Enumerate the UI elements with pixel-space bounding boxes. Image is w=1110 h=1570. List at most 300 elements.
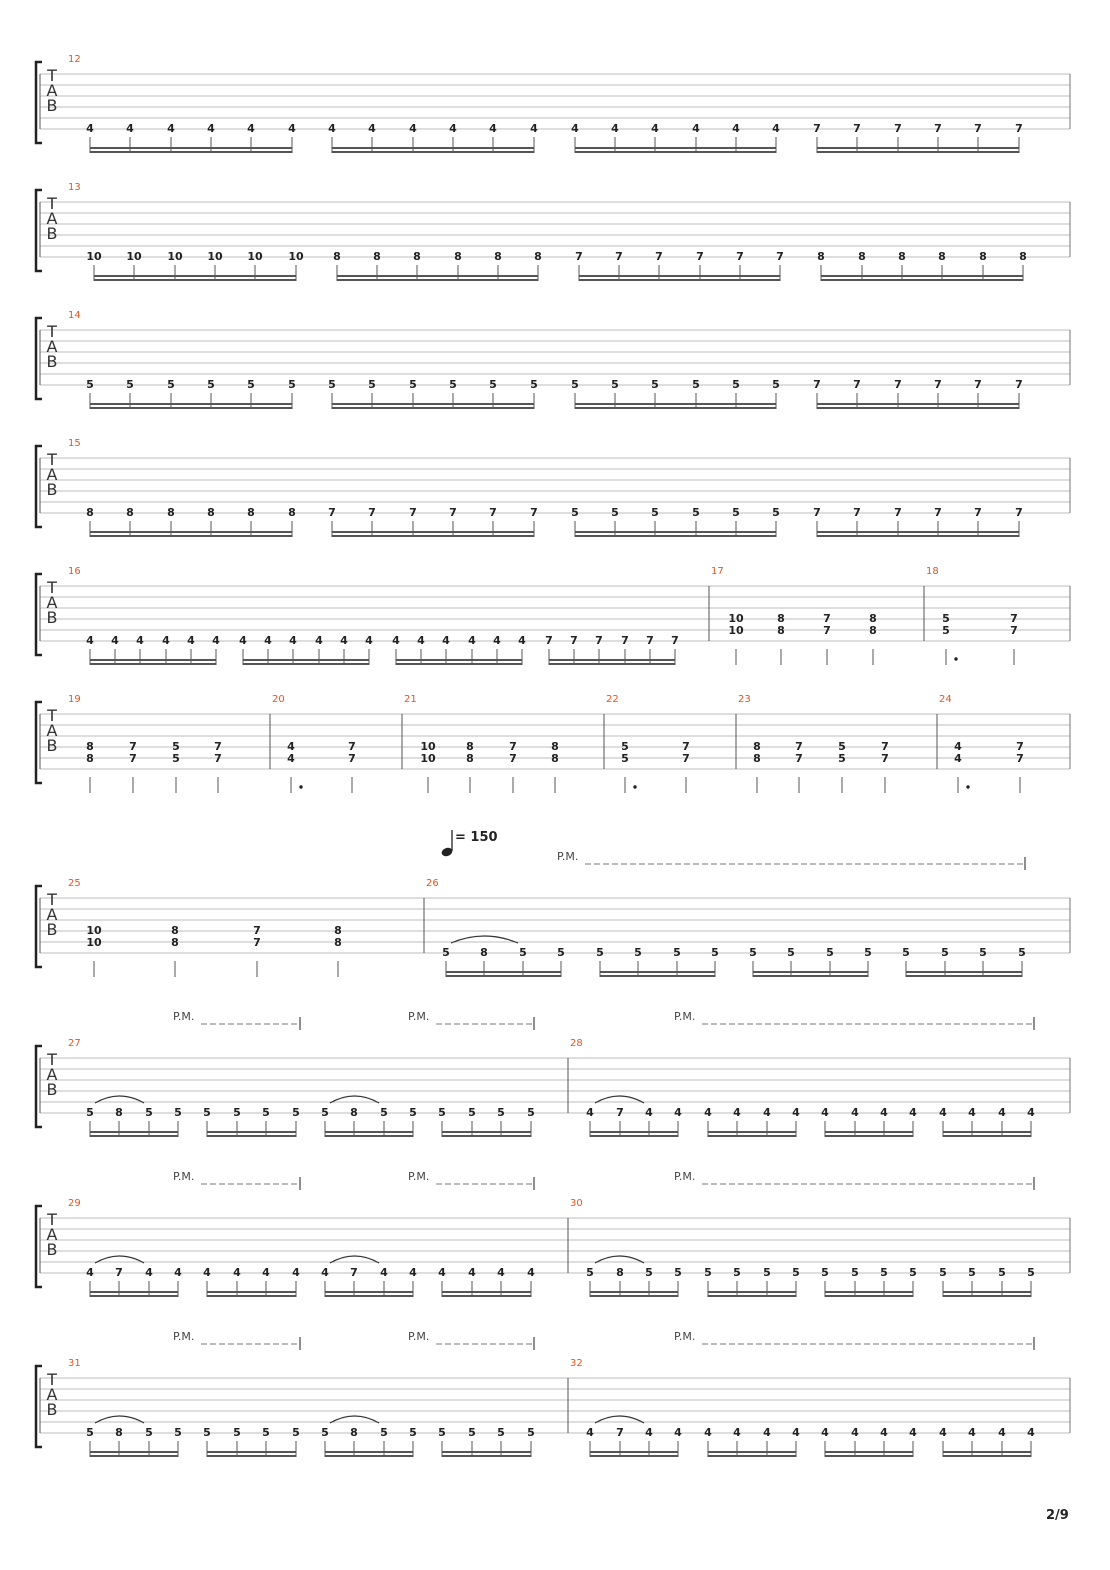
beam-line [90, 1135, 178, 1137]
palm-mute-label: P.M. [674, 1170, 696, 1183]
fret-number: 4 [288, 122, 296, 135]
beam-line [442, 1131, 531, 1133]
fret-number: 5 [942, 612, 950, 625]
fret-number: 8 [979, 250, 987, 263]
fret-number: 8 [247, 506, 255, 519]
beam-line [332, 151, 534, 153]
tab-clef-letter: A [46, 337, 58, 356]
rhythm-dot [299, 785, 302, 788]
fret-number: 7 [129, 752, 137, 765]
tab-clef-letter: B [46, 96, 58, 115]
fret-number: 4 [645, 1106, 653, 1119]
fret-number: 4 [1027, 1426, 1035, 1439]
fret-number: 5 [611, 506, 619, 519]
fret-number: 5 [203, 1426, 211, 1439]
measure-number: 29 [68, 1198, 81, 1209]
fret-number: 10 [420, 740, 436, 753]
fret-number: 4 [645, 1426, 653, 1439]
fret-number: 5 [772, 378, 780, 391]
fret-number: 5 [174, 1106, 182, 1119]
beam-line [207, 1451, 296, 1453]
tab-clef-letter: T [47, 890, 57, 909]
tab-clef-letter: A [46, 905, 58, 924]
beam-line [94, 279, 296, 281]
fret-number: 5 [557, 946, 565, 959]
fret-number: 7 [974, 506, 982, 519]
fret-number: 7 [894, 122, 902, 135]
fret-number: 10 [728, 612, 744, 625]
beam-line [943, 1455, 1031, 1457]
fret-number: 4 [527, 1266, 535, 1279]
fret-number: 8 [333, 250, 341, 263]
measure-number: 24 [939, 694, 952, 705]
fret-number: 4 [821, 1106, 829, 1119]
fret-number: 5 [86, 1106, 94, 1119]
fret-number: 5 [247, 378, 255, 391]
tab-clef-letter: A [46, 593, 58, 612]
beam-line [590, 1451, 678, 1453]
beam-line [817, 147, 1019, 149]
measure-number: 16 [68, 566, 81, 577]
fret-number: 7 [795, 740, 803, 753]
tab-clef-letter: T [47, 322, 57, 341]
fret-number: 4 [167, 122, 175, 135]
fret-number: 8 [373, 250, 381, 263]
fret-number: 5 [167, 378, 175, 391]
beam-line [549, 663, 675, 665]
fret-number: 4 [497, 1266, 505, 1279]
beam-line [442, 1295, 531, 1297]
fret-number: 7 [776, 250, 784, 263]
fret-number: 4 [417, 634, 425, 647]
fret-number: 8 [115, 1106, 123, 1119]
beam-line [207, 1455, 296, 1457]
fret-number: 5 [909, 1266, 917, 1279]
fret-number: 7 [881, 740, 889, 753]
tab-clef-letter: T [47, 450, 57, 469]
fret-number: 5 [880, 1266, 888, 1279]
fret-number: 8 [858, 250, 866, 263]
fret-number: 7 [214, 752, 222, 765]
fret-number: 10 [420, 752, 436, 765]
fret-number: 4 [86, 1266, 94, 1279]
fret-number: 7 [853, 122, 861, 135]
fret-number: 5 [328, 378, 336, 391]
palm-mute-label: P.M. [674, 1010, 696, 1023]
fret-number: 7 [328, 506, 336, 519]
fret-number: 4 [442, 634, 450, 647]
fret-number: 4 [821, 1426, 829, 1439]
beam-line [90, 1455, 178, 1457]
fret-number: 4 [586, 1426, 594, 1439]
fret-number: 5 [409, 1106, 417, 1119]
fret-number: 10 [167, 250, 183, 263]
fret-number: 5 [380, 1106, 388, 1119]
fret-number: 5 [497, 1106, 505, 1119]
beam-line [396, 659, 522, 661]
fret-number: 8 [1019, 250, 1027, 263]
fret-number: 5 [692, 506, 700, 519]
beam-line [590, 1291, 678, 1293]
fret-number: 8 [86, 740, 94, 753]
beam-line [575, 531, 776, 533]
beam-line [600, 975, 715, 977]
fret-number: 4 [732, 122, 740, 135]
fret-number: 5 [449, 378, 457, 391]
fret-number: 8 [334, 936, 342, 949]
fret-number: 5 [86, 1426, 94, 1439]
palm-mute-label: P.M. [173, 1330, 195, 1343]
beam-line [943, 1295, 1031, 1297]
beam-line [446, 971, 561, 973]
fret-number: 10 [86, 250, 102, 263]
fret-number: 7 [115, 1266, 123, 1279]
fret-number: 4 [289, 634, 297, 647]
fret-number: 5 [207, 378, 215, 391]
fret-number: 7 [853, 378, 861, 391]
fret-number: 5 [979, 946, 987, 959]
beam-line [590, 1455, 678, 1457]
fret-number: 4 [380, 1266, 388, 1279]
fret-number: 4 [704, 1426, 712, 1439]
fret-number: 4 [468, 1266, 476, 1279]
fret-number: 4 [340, 634, 348, 647]
fret-number: 7 [934, 122, 942, 135]
fret-number: 5 [172, 740, 180, 753]
fret-number: 5 [438, 1426, 446, 1439]
fret-number: 5 [292, 1106, 300, 1119]
fret-number: 4 [86, 634, 94, 647]
fret-number: 10 [126, 250, 142, 263]
fret-number: 4 [772, 122, 780, 135]
measure-number: 14 [68, 310, 81, 321]
measure-number: 17 [711, 566, 724, 577]
fret-number: 4 [998, 1106, 1006, 1119]
fret-number: 5 [380, 1426, 388, 1439]
palm-mute-label: P.M. [408, 1330, 430, 1343]
fret-number: 8 [938, 250, 946, 263]
fret-number: 5 [262, 1426, 270, 1439]
fret-number: 4 [763, 1426, 771, 1439]
beam-line [753, 975, 868, 977]
fret-number: 4 [328, 122, 336, 135]
fret-number: 5 [442, 946, 450, 959]
beam-line [337, 279, 538, 281]
fret-number: 5 [704, 1266, 712, 1279]
fret-number: 4 [449, 122, 457, 135]
fret-number: 4 [409, 122, 417, 135]
tab-clef-letter: A [46, 209, 58, 228]
fret-number: 7 [214, 740, 222, 753]
fret-number: 5 [86, 378, 94, 391]
fret-number: 5 [596, 946, 604, 959]
fret-number: 7 [1010, 612, 1018, 625]
palm-mute-label: P.M. [674, 1330, 696, 1343]
fret-number: 7 [881, 752, 889, 765]
fret-number: 8 [207, 506, 215, 519]
beam-line [243, 663, 369, 665]
beam-line [332, 403, 534, 405]
fret-number: 5 [571, 506, 579, 519]
measure-number: 21 [404, 694, 417, 705]
fret-number: 7 [813, 506, 821, 519]
fret-number: 4 [233, 1266, 241, 1279]
beam-line [90, 147, 292, 149]
measure-number: 13 [68, 182, 81, 193]
fret-number: 7 [409, 506, 417, 519]
beam-line [94, 275, 296, 277]
fret-number: 7 [253, 924, 261, 937]
beam-line [708, 1291, 796, 1293]
fret-number: 4 [203, 1266, 211, 1279]
beam-line [396, 663, 522, 665]
fret-number: 4 [321, 1266, 329, 1279]
fret-number: 5 [586, 1266, 594, 1279]
fret-number: 10 [86, 936, 102, 949]
fret-number: 7 [615, 250, 623, 263]
measure-number: 22 [606, 694, 619, 705]
fret-number: 7 [368, 506, 376, 519]
tab-clef-letter: B [46, 224, 58, 243]
tab-clef-letter: T [47, 578, 57, 597]
fret-number: 7 [595, 634, 603, 647]
fret-number: 8 [350, 1426, 358, 1439]
fret-number: 5 [763, 1266, 771, 1279]
fret-number: 4 [692, 122, 700, 135]
tab-clef-letter: B [46, 1240, 58, 1259]
beam-line [90, 531, 292, 533]
fret-number: 4 [409, 1266, 417, 1279]
measure-number: 32 [570, 1358, 583, 1369]
fret-number: 4 [733, 1426, 741, 1439]
fret-number: 7 [1010, 624, 1018, 637]
fret-number: 5 [530, 378, 538, 391]
measure-number: 27 [68, 1038, 81, 1049]
fret-number: 8 [466, 740, 474, 753]
beam-line [90, 403, 292, 405]
fret-number: 4 [239, 634, 247, 647]
fret-number: 7 [655, 250, 663, 263]
beam-line [90, 663, 216, 665]
fret-number: 7 [1016, 752, 1024, 765]
fret-number: 5 [792, 1266, 800, 1279]
fret-number: 4 [365, 634, 373, 647]
fret-number: 4 [187, 634, 195, 647]
fret-number: 4 [674, 1106, 682, 1119]
fret-number: 5 [787, 946, 795, 959]
fret-number: 7 [894, 506, 902, 519]
fret-number: 7 [974, 378, 982, 391]
fret-number: 7 [530, 506, 538, 519]
beam-line [825, 1451, 913, 1453]
beam-line [575, 147, 776, 149]
measure-number: 23 [738, 694, 751, 705]
fret-number: 4 [939, 1106, 947, 1119]
beam-line [825, 1291, 913, 1293]
fret-number: 7 [934, 378, 942, 391]
fret-number: 8 [817, 250, 825, 263]
beam-line [575, 403, 776, 405]
beam-line [575, 151, 776, 153]
fret-number: 5 [939, 1266, 947, 1279]
fret-number: 7 [823, 624, 831, 637]
fret-number: 7 [823, 612, 831, 625]
fret-number: 4 [909, 1426, 917, 1439]
beam-line [708, 1451, 796, 1453]
measure-number: 12 [68, 54, 81, 65]
fret-number: 5 [203, 1106, 211, 1119]
fret-number: 5 [711, 946, 719, 959]
fret-number: 5 [321, 1426, 329, 1439]
beam-line [575, 535, 776, 537]
fret-number: 7 [974, 122, 982, 135]
fret-number: 7 [1015, 506, 1023, 519]
fret-number: 5 [821, 1266, 829, 1279]
fret-number: 5 [172, 752, 180, 765]
fret-number: 7 [696, 250, 704, 263]
beam-line [708, 1455, 796, 1457]
tab-clef-letter: A [46, 81, 58, 100]
beam-line [753, 971, 868, 973]
rhythm-dot [966, 785, 969, 788]
fret-number: 7 [616, 1426, 624, 1439]
fret-number: 8 [115, 1426, 123, 1439]
fret-number: 5 [174, 1426, 182, 1439]
fret-number: 7 [129, 740, 137, 753]
palm-mute-label: P.M. [173, 1170, 195, 1183]
fret-number: 4 [611, 122, 619, 135]
fret-number: 7 [813, 122, 821, 135]
beam-line [207, 1135, 296, 1137]
fret-number: 4 [763, 1106, 771, 1119]
fret-number: 7 [795, 752, 803, 765]
fret-number: 4 [207, 122, 215, 135]
fret-number: 5 [571, 378, 579, 391]
fret-number: 7 [350, 1266, 358, 1279]
fret-number: 7 [509, 752, 517, 765]
fret-number: 4 [468, 634, 476, 647]
fret-number: 7 [1016, 740, 1024, 753]
beam-line [943, 1451, 1031, 1453]
beam-line [332, 535, 534, 537]
fret-number: 4 [733, 1106, 741, 1119]
fret-number: 5 [651, 506, 659, 519]
palm-mute-label: P.M. [408, 1010, 430, 1023]
palm-mute-label: P.M. [173, 1010, 195, 1023]
fret-number: 5 [519, 946, 527, 959]
beam-line [90, 535, 292, 537]
measure-number: 18 [926, 566, 939, 577]
fret-number: 8 [898, 250, 906, 263]
beam-line [325, 1295, 413, 1297]
beam-line [325, 1135, 413, 1137]
beam-line [943, 1135, 1031, 1137]
fret-number: 8 [466, 752, 474, 765]
beam-line [825, 1131, 913, 1133]
beam-line [590, 1131, 678, 1133]
beam-line [90, 1295, 178, 1297]
beam-line [332, 407, 534, 409]
fret-number: 7 [616, 1106, 624, 1119]
beam-line [90, 659, 216, 661]
fret-number: 5 [438, 1106, 446, 1119]
fret-number: 4 [136, 634, 144, 647]
beam-line [442, 1455, 531, 1457]
fret-number: 8 [167, 506, 175, 519]
measure-number: 15 [68, 438, 81, 449]
beam-line [325, 1455, 413, 1457]
fret-number: 7 [621, 634, 629, 647]
tab-clef-letter: A [46, 1065, 58, 1084]
fret-number: 5 [262, 1106, 270, 1119]
beam-line [825, 1295, 913, 1297]
fret-number: 4 [111, 634, 119, 647]
fret-number: 4 [792, 1426, 800, 1439]
fret-number: 5 [497, 1426, 505, 1439]
measure-number: 31 [68, 1358, 81, 1369]
fret-number: 5 [651, 378, 659, 391]
beam-line [549, 659, 675, 661]
fret-number: 7 [646, 634, 654, 647]
fret-number: 5 [489, 378, 497, 391]
beam-line [446, 975, 561, 977]
fret-number: 5 [998, 1266, 1006, 1279]
fret-number: 4 [571, 122, 579, 135]
fret-number: 8 [869, 612, 877, 625]
fret-number: 5 [233, 1426, 241, 1439]
fret-number: 7 [348, 740, 356, 753]
fret-number: 7 [1015, 378, 1023, 391]
beam-line [90, 1451, 178, 1453]
fret-number: 7 [671, 634, 679, 647]
beam-line [442, 1291, 531, 1293]
tab-clef-letter: A [46, 721, 58, 740]
beam-line [708, 1135, 796, 1137]
fret-number: 8 [171, 936, 179, 949]
tab-clef-letter: B [46, 1080, 58, 1099]
fret-number: 5 [368, 378, 376, 391]
measure-number: 19 [68, 694, 81, 705]
tab-clef-letter: B [46, 608, 58, 627]
fret-number: 5 [673, 946, 681, 959]
fret-number: 5 [409, 378, 417, 391]
tab-clef-letter: T [47, 66, 57, 85]
fret-number: 5 [749, 946, 757, 959]
fret-number: 8 [869, 624, 877, 637]
fret-number: 5 [941, 946, 949, 959]
measure-number: 25 [68, 878, 81, 889]
beam-line [442, 1451, 531, 1453]
fret-number: 4 [1027, 1106, 1035, 1119]
beam-line [817, 535, 1019, 537]
fret-number: 4 [264, 634, 272, 647]
fret-number: 7 [570, 634, 578, 647]
beam-line [590, 1295, 678, 1297]
fret-number: 4 [518, 634, 526, 647]
rhythm-dot [633, 785, 636, 788]
fret-number: 4 [954, 752, 962, 765]
beam-line [817, 403, 1019, 405]
beam-line [207, 1131, 296, 1133]
beam-line [325, 1451, 413, 1453]
fret-number: 4 [674, 1426, 682, 1439]
fret-number: 4 [162, 634, 170, 647]
tab-clef-letter: A [46, 465, 58, 484]
fret-number: 7 [736, 250, 744, 263]
fret-number: 4 [954, 740, 962, 753]
fret-number: 5 [527, 1426, 535, 1439]
beam-line [325, 1291, 413, 1293]
